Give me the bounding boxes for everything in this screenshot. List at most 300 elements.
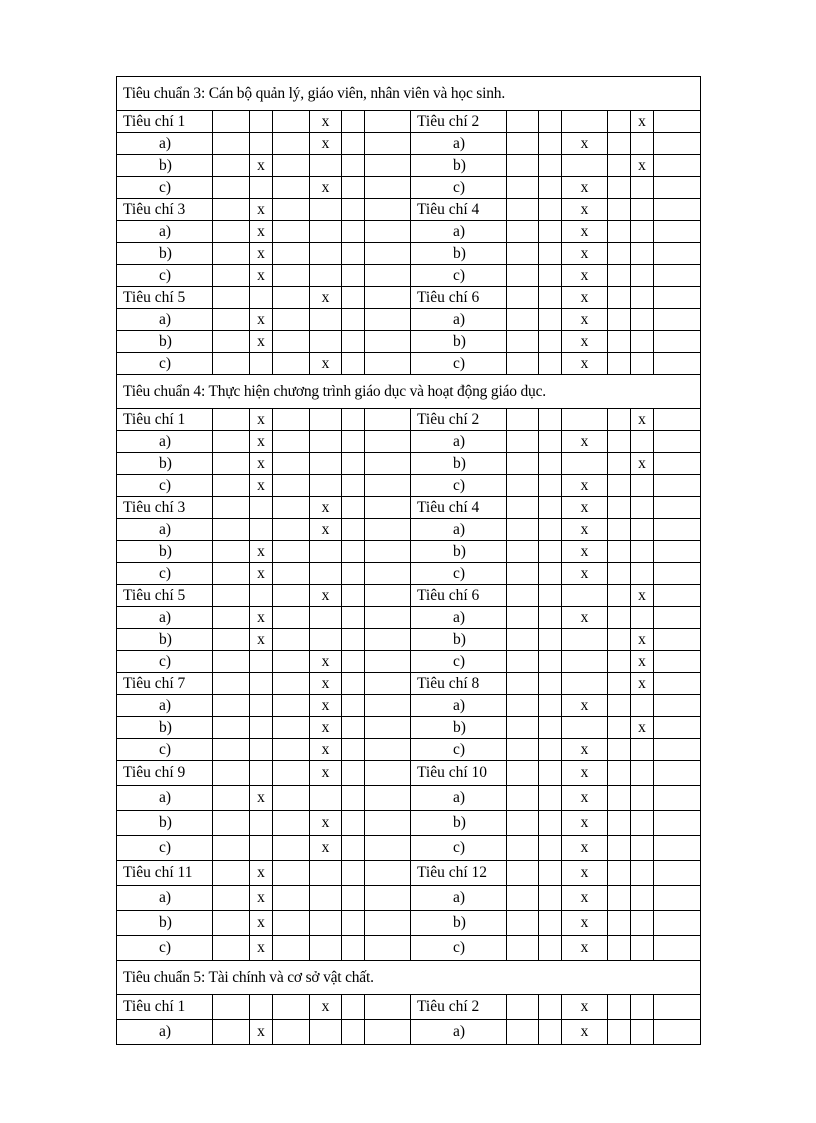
left-rating-cell <box>213 155 250 177</box>
left-check-mark: x <box>310 739 342 761</box>
left-rating-cell <box>342 111 365 133</box>
right-check-mark: x <box>631 629 654 651</box>
right-rating-cell <box>608 717 631 739</box>
right-rating-cell <box>608 475 631 497</box>
left-criterion-label: a) <box>117 309 213 331</box>
left-criterion-label: Tiêu chí 3 <box>117 497 213 519</box>
left-rating-cell <box>310 861 342 886</box>
left-rating-cell <box>310 431 342 453</box>
left-rating-cell <box>250 519 273 541</box>
left-rating-cell <box>342 886 365 911</box>
right-rating-cell <box>608 936 631 961</box>
right-check-mark: x <box>631 111 654 133</box>
right-rating-cell <box>507 995 539 1020</box>
left-rating-cell <box>213 629 250 651</box>
left-criterion-label: Tiêu chí 11 <box>117 861 213 886</box>
right-criterion-label: c) <box>411 353 507 375</box>
criteria-row <box>117 331 701 353</box>
right-check-mark: x <box>631 673 654 695</box>
right-rating-cell <box>562 409 608 431</box>
left-rating-cell <box>310 409 342 431</box>
right-rating-cell <box>631 265 654 287</box>
left-check-mark: x <box>250 431 273 453</box>
left-rating-cell <box>213 1020 250 1045</box>
left-rating-cell <box>273 651 310 673</box>
criteria-row <box>117 541 701 563</box>
left-rating-cell <box>365 629 411 651</box>
right-criterion-label: b) <box>411 811 507 836</box>
left-rating-cell <box>342 309 365 331</box>
left-rating-cell <box>365 836 411 861</box>
left-check-mark: x <box>250 629 273 651</box>
right-check-mark: x <box>562 541 608 563</box>
left-rating-cell <box>365 177 411 199</box>
left-rating-cell <box>273 331 310 353</box>
left-rating-cell <box>342 607 365 629</box>
left-rating-cell <box>213 995 250 1020</box>
right-rating-cell <box>608 995 631 1020</box>
left-rating-cell <box>310 265 342 287</box>
right-rating-cell <box>654 177 701 199</box>
left-rating-cell <box>273 585 310 607</box>
right-rating-cell <box>608 409 631 431</box>
left-rating-cell <box>213 177 250 199</box>
right-rating-cell <box>654 673 701 695</box>
criteria-row <box>117 453 701 475</box>
left-criterion-label: a) <box>117 786 213 811</box>
right-check-mark: x <box>562 133 608 155</box>
right-rating-cell <box>507 309 539 331</box>
left-rating-cell <box>213 111 250 133</box>
right-rating-cell <box>507 497 539 519</box>
criteria-row <box>117 607 701 629</box>
left-rating-cell <box>213 911 250 936</box>
right-rating-cell <box>654 133 701 155</box>
left-rating-cell <box>213 673 250 695</box>
left-check-mark: x <box>250 243 273 265</box>
right-rating-cell <box>608 541 631 563</box>
left-rating-cell <box>342 497 365 519</box>
criteria-row <box>117 886 701 911</box>
left-rating-cell <box>342 1020 365 1045</box>
left-check-mark: x <box>310 519 342 541</box>
left-rating-cell <box>365 786 411 811</box>
right-check-mark: x <box>562 886 608 911</box>
left-rating-cell <box>310 155 342 177</box>
right-rating-cell <box>654 353 701 375</box>
right-rating-cell <box>654 786 701 811</box>
criteria-row <box>117 177 701 199</box>
left-check-mark: x <box>310 585 342 607</box>
right-criterion-label: c) <box>411 739 507 761</box>
left-rating-cell <box>213 563 250 585</box>
left-rating-cell <box>273 199 310 221</box>
left-rating-cell <box>250 353 273 375</box>
right-rating-cell <box>608 243 631 265</box>
right-rating-cell <box>539 497 562 519</box>
right-check-mark: x <box>562 177 608 199</box>
left-rating-cell <box>365 585 411 607</box>
right-rating-cell <box>654 453 701 475</box>
right-rating-cell <box>507 519 539 541</box>
left-rating-cell <box>342 541 365 563</box>
right-rating-cell <box>608 431 631 453</box>
right-rating-cell <box>539 1020 562 1045</box>
right-rating-cell <box>654 811 701 836</box>
left-rating-cell <box>250 497 273 519</box>
left-rating-cell <box>342 265 365 287</box>
right-check-mark: x <box>562 265 608 287</box>
right-rating-cell <box>539 287 562 309</box>
right-rating-cell <box>562 155 608 177</box>
left-rating-cell <box>213 786 250 811</box>
right-rating-cell <box>608 811 631 836</box>
left-rating-cell <box>273 221 310 243</box>
right-rating-cell <box>539 541 562 563</box>
left-criterion-label: Tiêu chí 3 <box>117 199 213 221</box>
right-rating-cell <box>507 111 539 133</box>
left-rating-cell <box>365 309 411 331</box>
left-rating-cell <box>213 309 250 331</box>
right-rating-cell <box>608 309 631 331</box>
left-rating-cell <box>365 563 411 585</box>
criteria-row <box>117 111 701 133</box>
left-rating-cell <box>310 936 342 961</box>
left-rating-cell <box>250 717 273 739</box>
right-criterion-label: Tiêu chí 2 <box>411 409 507 431</box>
right-rating-cell <box>631 309 654 331</box>
right-criterion-label: a) <box>411 695 507 717</box>
left-criterion-label: c) <box>117 563 213 585</box>
right-rating-cell <box>608 585 631 607</box>
right-rating-cell <box>654 739 701 761</box>
right-rating-cell <box>631 353 654 375</box>
right-rating-cell <box>608 519 631 541</box>
left-check-mark: x <box>250 155 273 177</box>
left-rating-cell <box>213 133 250 155</box>
right-criterion-label: Tiêu chí 4 <box>411 497 507 519</box>
criteria-row <box>117 409 701 431</box>
right-check-mark: x <box>562 563 608 585</box>
right-rating-cell <box>608 155 631 177</box>
left-rating-cell <box>213 519 250 541</box>
right-rating-cell <box>507 331 539 353</box>
left-rating-cell <box>342 177 365 199</box>
left-rating-cell <box>365 353 411 375</box>
right-rating-cell <box>631 563 654 585</box>
right-rating-cell <box>507 811 539 836</box>
left-rating-cell <box>273 133 310 155</box>
left-rating-cell <box>213 585 250 607</box>
left-rating-cell <box>365 995 411 1020</box>
left-rating-cell <box>365 1020 411 1045</box>
left-criterion-label: b) <box>117 155 213 177</box>
left-rating-cell <box>310 331 342 353</box>
left-rating-cell <box>365 761 411 786</box>
right-criterion-label: a) <box>411 221 507 243</box>
left-rating-cell <box>342 673 365 695</box>
right-criterion-label: a) <box>411 607 507 629</box>
left-criterion-label: c) <box>117 475 213 497</box>
left-check-mark: x <box>250 309 273 331</box>
left-rating-cell <box>250 739 273 761</box>
right-rating-cell <box>631 995 654 1020</box>
left-rating-cell <box>213 761 250 786</box>
right-rating-cell <box>608 673 631 695</box>
right-rating-cell <box>507 911 539 936</box>
left-rating-cell <box>213 861 250 886</box>
right-rating-cell <box>507 1020 539 1045</box>
right-check-mark: x <box>562 353 608 375</box>
right-rating-cell <box>539 836 562 861</box>
left-rating-cell <box>213 811 250 836</box>
left-rating-cell <box>250 111 273 133</box>
left-rating-cell <box>342 695 365 717</box>
left-rating-cell <box>250 695 273 717</box>
left-check-mark: x <box>310 673 342 695</box>
right-rating-cell <box>507 177 539 199</box>
left-rating-cell <box>342 861 365 886</box>
left-rating-cell <box>365 886 411 911</box>
left-rating-cell <box>250 836 273 861</box>
criteria-row <box>117 936 701 961</box>
left-check-mark: x <box>310 695 342 717</box>
right-check-mark: x <box>562 995 608 1020</box>
left-rating-cell <box>342 199 365 221</box>
right-rating-cell <box>539 133 562 155</box>
left-rating-cell <box>250 673 273 695</box>
right-rating-cell <box>507 243 539 265</box>
left-rating-cell <box>365 265 411 287</box>
left-criterion-label: Tiêu chí 9 <box>117 761 213 786</box>
left-criterion-label: a) <box>117 886 213 911</box>
right-rating-cell <box>654 475 701 497</box>
left-rating-cell <box>273 861 310 886</box>
left-rating-cell <box>213 221 250 243</box>
left-rating-cell <box>273 673 310 695</box>
left-rating-cell <box>365 453 411 475</box>
right-rating-cell <box>507 786 539 811</box>
right-rating-cell <box>631 936 654 961</box>
right-rating-cell <box>539 431 562 453</box>
left-criterion-label: c) <box>117 651 213 673</box>
left-check-mark: x <box>310 353 342 375</box>
left-rating-cell <box>273 287 310 309</box>
left-rating-cell <box>342 431 365 453</box>
left-rating-cell <box>273 431 310 453</box>
right-rating-cell <box>507 265 539 287</box>
right-rating-cell <box>608 331 631 353</box>
left-rating-cell <box>365 541 411 563</box>
right-rating-cell <box>654 861 701 886</box>
right-check-mark: x <box>631 651 654 673</box>
left-rating-cell <box>273 786 310 811</box>
right-rating-cell <box>539 717 562 739</box>
right-rating-cell <box>654 1020 701 1045</box>
left-rating-cell <box>342 475 365 497</box>
left-rating-cell <box>342 155 365 177</box>
left-rating-cell <box>342 936 365 961</box>
right-criterion-label: a) <box>411 1020 507 1045</box>
right-rating-cell <box>608 607 631 629</box>
right-criterion-label: c) <box>411 177 507 199</box>
left-rating-cell <box>213 331 250 353</box>
right-rating-cell <box>539 886 562 911</box>
right-rating-cell <box>539 761 562 786</box>
left-rating-cell <box>365 243 411 265</box>
criteria-row <box>117 287 701 309</box>
left-check-mark: x <box>310 651 342 673</box>
left-rating-cell <box>250 995 273 1020</box>
right-rating-cell <box>631 177 654 199</box>
right-criterion-label: b) <box>411 243 507 265</box>
right-criterion-label: a) <box>411 886 507 911</box>
criteria-table <box>116 76 701 1045</box>
left-rating-cell <box>342 563 365 585</box>
left-rating-cell <box>250 287 273 309</box>
left-rating-cell <box>250 177 273 199</box>
right-rating-cell <box>562 651 608 673</box>
right-check-mark: x <box>631 409 654 431</box>
left-rating-cell <box>365 475 411 497</box>
right-check-mark: x <box>562 331 608 353</box>
left-rating-cell <box>365 221 411 243</box>
right-rating-cell <box>631 836 654 861</box>
right-rating-cell <box>507 651 539 673</box>
left-rating-cell <box>310 886 342 911</box>
left-check-mark: x <box>250 936 273 961</box>
left-rating-cell <box>310 607 342 629</box>
right-rating-cell <box>507 409 539 431</box>
left-rating-cell <box>273 309 310 331</box>
right-rating-cell <box>539 936 562 961</box>
right-rating-cell <box>608 761 631 786</box>
criteria-row <box>117 155 701 177</box>
left-rating-cell <box>342 287 365 309</box>
left-rating-cell <box>342 519 365 541</box>
criteria-row <box>117 475 701 497</box>
left-criterion-label: c) <box>117 177 213 199</box>
right-criterion-label: c) <box>411 475 507 497</box>
section-title: Tiêu chuẩn 3: Cán bộ quản lý, giáo viên, nhân viên và học sinh. <box>117 77 701 111</box>
criteria-row <box>117 629 701 651</box>
criteria-row <box>117 836 701 861</box>
right-rating-cell <box>539 199 562 221</box>
right-check-mark: x <box>562 431 608 453</box>
left-rating-cell <box>342 243 365 265</box>
right-rating-cell <box>608 1020 631 1045</box>
right-rating-cell <box>507 155 539 177</box>
left-rating-cell <box>213 265 250 287</box>
left-criterion-label: a) <box>117 519 213 541</box>
right-check-mark: x <box>562 836 608 861</box>
right-rating-cell <box>608 265 631 287</box>
left-rating-cell <box>213 541 250 563</box>
left-rating-cell <box>365 911 411 936</box>
left-check-mark: x <box>310 995 342 1020</box>
right-rating-cell <box>631 786 654 811</box>
section-header-row <box>117 375 701 409</box>
right-rating-cell <box>539 353 562 375</box>
criteria-row <box>117 563 701 585</box>
left-check-mark: x <box>250 265 273 287</box>
right-rating-cell <box>654 243 701 265</box>
left-check-mark: x <box>250 607 273 629</box>
left-rating-cell <box>273 995 310 1020</box>
right-criterion-label: Tiêu chí 8 <box>411 673 507 695</box>
left-check-mark: x <box>310 177 342 199</box>
left-rating-cell <box>213 739 250 761</box>
left-check-mark: x <box>250 786 273 811</box>
left-check-mark: x <box>310 133 342 155</box>
right-rating-cell <box>539 111 562 133</box>
left-criterion-label: b) <box>117 331 213 353</box>
right-criterion-label: b) <box>411 629 507 651</box>
right-rating-cell <box>507 453 539 475</box>
right-rating-cell <box>507 353 539 375</box>
right-rating-cell <box>539 607 562 629</box>
right-rating-cell <box>654 541 701 563</box>
right-criterion-label: c) <box>411 936 507 961</box>
right-rating-cell <box>608 287 631 309</box>
right-criterion-label: c) <box>411 651 507 673</box>
section-header-row <box>117 961 701 995</box>
criteria-row <box>117 221 701 243</box>
criteria-row <box>117 995 701 1020</box>
left-rating-cell <box>213 475 250 497</box>
left-criterion-label: b) <box>117 453 213 475</box>
left-rating-cell <box>273 177 310 199</box>
left-rating-cell <box>342 786 365 811</box>
right-rating-cell <box>654 695 701 717</box>
right-rating-cell <box>539 177 562 199</box>
left-rating-cell <box>310 199 342 221</box>
left-criterion-label: c) <box>117 353 213 375</box>
left-rating-cell <box>310 475 342 497</box>
left-criterion-label: b) <box>117 541 213 563</box>
right-rating-cell <box>631 607 654 629</box>
left-check-mark: x <box>310 811 342 836</box>
left-check-mark: x <box>250 563 273 585</box>
right-criterion-label: Tiêu chí 6 <box>411 585 507 607</box>
left-rating-cell <box>273 475 310 497</box>
left-rating-cell <box>365 133 411 155</box>
criteria-row <box>117 651 701 673</box>
right-rating-cell <box>654 563 701 585</box>
left-rating-cell <box>342 629 365 651</box>
right-check-mark: x <box>562 739 608 761</box>
left-rating-cell <box>365 287 411 309</box>
criteria-row <box>117 585 701 607</box>
right-rating-cell <box>631 221 654 243</box>
right-rating-cell <box>539 409 562 431</box>
left-rating-cell <box>365 861 411 886</box>
right-rating-cell <box>654 836 701 861</box>
left-rating-cell <box>342 911 365 936</box>
right-check-mark: x <box>562 1020 608 1045</box>
right-criterion-label: a) <box>411 309 507 331</box>
right-check-mark: x <box>631 717 654 739</box>
right-rating-cell <box>608 739 631 761</box>
left-rating-cell <box>273 563 310 585</box>
left-rating-cell <box>365 739 411 761</box>
right-check-mark: x <box>631 585 654 607</box>
left-criterion-label: Tiêu chí 5 <box>117 585 213 607</box>
right-rating-cell <box>631 739 654 761</box>
left-rating-cell <box>250 761 273 786</box>
right-rating-cell <box>539 695 562 717</box>
left-rating-cell <box>342 409 365 431</box>
